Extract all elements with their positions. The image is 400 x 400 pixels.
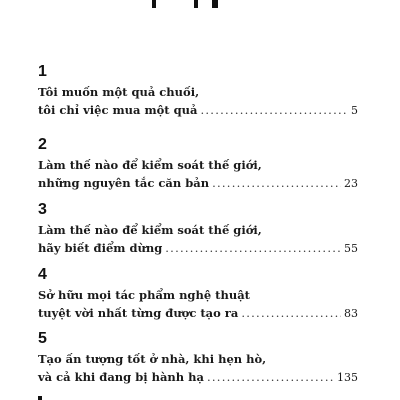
page-number: 135 — [337, 371, 358, 384]
heading-ink-mark — [152, 0, 156, 8]
dot-leader — [207, 368, 334, 386]
chapter-title-line: Tạo ấn tượng tốt ở nhà, khi hẹn hò, — [38, 352, 267, 366]
chapter-title-line: Sở hữu mọi tác phẩm nghệ thuật — [38, 288, 250, 302]
chapter-number: 4 — [38, 266, 47, 283]
dot-leader — [200, 101, 348, 119]
chapter-title-line: tuyệt vời nhất từng được tạo ra — [38, 306, 239, 320]
toc-entry[interactable] — [38, 266, 358, 323]
dot-leader — [165, 239, 341, 257]
page-number: 23 — [344, 177, 358, 190]
page-number: 83 — [344, 307, 358, 320]
toc-entry[interactable] — [38, 63, 358, 120]
chapter-title-line: Làm thế nào để kiểm soát thế giới, — [38, 223, 262, 237]
chapter-number: 1 — [38, 63, 47, 80]
page-number: 5 — [351, 104, 358, 117]
toc-entry[interactable] — [38, 136, 358, 193]
chapter-number: 5 — [38, 330, 47, 347]
toc-entry[interactable] — [38, 201, 358, 258]
chapter-title-last-line — [38, 101, 358, 120]
heading-ink-mark — [212, 0, 218, 8]
cropped-chapter-number — [38, 393, 48, 400]
page-number: 55 — [344, 242, 358, 255]
chapter-title-last-line — [38, 368, 358, 387]
toc-entry[interactable] — [38, 330, 358, 387]
chapter-title-line: Tôi muốn một quả chuối, — [38, 85, 200, 99]
chapter-title-line: và cả khi đang bị hành hạ — [38, 370, 204, 384]
chapter-title-last-line — [38, 239, 358, 258]
chapter-number: 3 — [38, 201, 47, 218]
chapter-title-line: Làm thế nào để kiểm soát thế giới, — [38, 158, 262, 172]
chapter-title-line: hãy biết điểm dừng — [38, 241, 163, 255]
heading-ink-mark — [194, 0, 198, 8]
chapter-title-line: những nguyên tắc căn bản — [38, 176, 210, 190]
cropped-heading — [150, 0, 270, 8]
dot-leader — [241, 304, 341, 322]
chapter-title-line: tôi chỉ việc mua một quả — [38, 103, 198, 117]
chapter-title-last-line — [38, 174, 358, 193]
dot-leader — [212, 174, 341, 192]
chapter-title-last-line — [38, 304, 358, 323]
chapter-number: 2 — [38, 136, 47, 153]
